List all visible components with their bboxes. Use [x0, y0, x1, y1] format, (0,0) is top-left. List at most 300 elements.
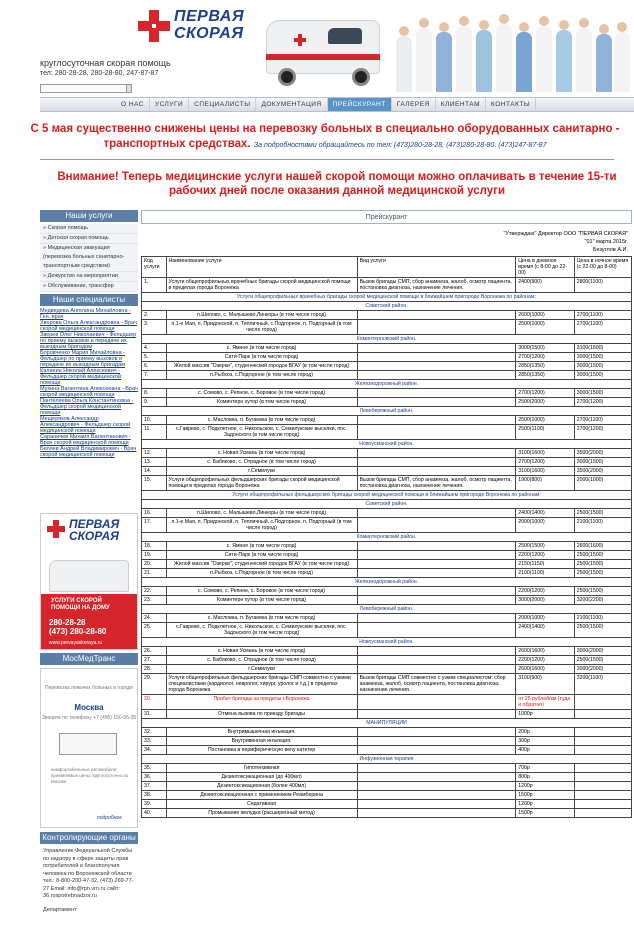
- service-name: с.Гаврево, с. Подклетное, с. Никольское, с. Семилукские выселки, пос. Задонского (в том числе город): [166, 425, 357, 440]
- section-row: [142, 293, 632, 302]
- price-night: 2700(1200): [574, 425, 631, 440]
- red-cross-icon: [138, 10, 170, 42]
- table-row: [142, 587, 632, 596]
- service-link[interactable]: [40, 234, 138, 244]
- section-title: Советский район.: [142, 500, 632, 509]
- control-department: Департамент: [43, 906, 77, 913]
- service-type: Вызов бригады СМП совместно с узким специалистом: сбор анамнеза, жалоб, осмотр пациента, постановка диагноза, назначение лечения.: [357, 674, 516, 695]
- price-day: 2000(1000): [516, 614, 575, 623]
- price-night: [574, 728, 631, 737]
- price-night: 2500(1500): [574, 587, 631, 596]
- table-row: [142, 746, 632, 755]
- price-night: 2500(1500): [574, 560, 631, 569]
- service-type: [357, 389, 516, 398]
- service-label: Обслуживание, трансфер: [47, 283, 114, 289]
- price-night: [574, 737, 631, 746]
- price-night: [574, 809, 631, 818]
- service-type: [357, 551, 516, 560]
- price-day: 1000р: [516, 710, 575, 719]
- service-code: 11.: [142, 425, 167, 440]
- control-text: Управление Федеральной Службы по надзору в сфере защиты прав потребителей и благополучия человека по Воронежской области тел.: 8-800-200-47-32, (473) 269-77-27 Email: info@rpn.vrn.ru сайт: 36.rospotrebnadzor.ru: [43, 848, 134, 899]
- service-type: [357, 746, 516, 755]
- specialist-link[interactable]: Медведева Ангелина Михайловна - Ген. врач: [40, 308, 131, 320]
- price-day: 800р: [516, 773, 575, 782]
- service-code: 15.: [142, 476, 167, 491]
- price-night: [574, 695, 631, 710]
- control-heading: Контролирующие органы: [40, 832, 138, 844]
- service-type: Вызов бригады СМП, сбор анамнеза, жалоб, осмотр пациента, постановка диагноза, назначение лечения.: [357, 278, 516, 293]
- price-day: 2600(1600): [516, 647, 575, 656]
- price-day: 700р: [516, 764, 575, 773]
- section-row: [142, 440, 632, 449]
- ad-logo-line1: ПЕРВАЯ: [69, 517, 120, 531]
- specialist-link[interactable]: Сараничев Михаил Валентинович - Врач скорой медицинской помощи: [40, 434, 131, 446]
- table-row: [142, 695, 632, 710]
- price-day: 2200(1200): [516, 551, 575, 560]
- service-code: 21.: [142, 569, 167, 578]
- specialist-link[interactable]: Пантелеева Ольга Константиновна - Фельдшер скорой медицинской помощи: [40, 398, 134, 416]
- specialist-link[interactable]: Беляев Андрей Владимирович - Врач скорой медицинской помощи: [40, 446, 137, 458]
- service-code: 16.: [142, 509, 167, 518]
- bullet-icon: »: [43, 245, 48, 251]
- price-night: [574, 746, 631, 755]
- section-row: [142, 335, 632, 344]
- service-code: 10.: [142, 416, 167, 425]
- service-label: Дежурство на мероприятии: [47, 273, 118, 279]
- section-title: Железнодорожный район.: [142, 380, 632, 389]
- service-code: 2.: [142, 311, 167, 320]
- service-type: [357, 320, 516, 335]
- service-name: с. Сомово, с. Репное, с. Боровое (в том числе город): [166, 389, 357, 398]
- price-day: 2400(1400): [516, 623, 575, 638]
- price-night: 2100(1100): [574, 518, 631, 533]
- service-code: 22.: [142, 587, 167, 596]
- price-night: 3000(1500): [574, 458, 631, 467]
- table-row: [142, 371, 632, 380]
- table-row: [142, 425, 632, 440]
- price-night: 2100(1100): [574, 614, 631, 623]
- approval-line: "Утверждаю" Директор ООО "ПЕРВАЯ СКОРАЯ": [503, 231, 628, 237]
- announcement-text: С 5 мая существенно снижены цены на перевозку больных в специально оборудованных санитарно - транспортных средствах.: [30, 123, 620, 150]
- table-row: [142, 320, 632, 335]
- service-name: Услуги общепрофильных фельдшерских бригады СМП совместно с узкими специалистами (кардиолог, невролог, хирург, уролог и т.д.) в пределах города Воронежа: [166, 674, 357, 695]
- nav-item[interactable]: СПЕЦИАЛИСТЫ: [189, 98, 256, 111]
- specialist-link[interactable]: Зверев Олег Николаевич - Фельдшер по приему вызовов и передаче их выездным бригадам: [40, 332, 137, 350]
- medtrans-van-image: [59, 733, 117, 755]
- service-name: г.Семилуки: [166, 665, 357, 674]
- service-code: 36.: [142, 773, 167, 782]
- service-code: 37.: [142, 782, 167, 791]
- service-code: 40.: [142, 809, 167, 818]
- service-name: с. Масловка, п. Бугаевка (в том числе город): [166, 416, 357, 425]
- service-label: Медицинская эвакуация (перевозка больных санитарно-транспортным средством): [43, 245, 125, 269]
- bullet-icon: »: [43, 283, 48, 289]
- service-type: [357, 560, 516, 569]
- service-code: 3.: [142, 320, 167, 335]
- service-label: Детская скорая помощь: [47, 235, 109, 241]
- price-day: 2400(900): [516, 278, 575, 293]
- nav-item[interactable]: КЛИЕНТАМ: [436, 98, 486, 111]
- service-code: 33.: [142, 737, 167, 746]
- table-row: [142, 311, 632, 320]
- medtrans-city: Москва: [74, 703, 104, 712]
- section-title: Левобережный район.: [142, 407, 632, 416]
- service-type: [357, 710, 516, 719]
- section-row: [142, 578, 632, 587]
- service-name: Дезинтоксикационная (до 400мл): [166, 773, 357, 782]
- service-code: 38.: [142, 791, 167, 800]
- service-name: Коминтерн хутор (в том числе город): [166, 398, 357, 407]
- nav-item[interactable]: ПРЕЙСКУРАНТ: [328, 98, 392, 111]
- price-day: 2500(1000): [516, 416, 575, 425]
- table-row: [142, 647, 632, 656]
- ambulance-ad-banner[interactable]: [40, 513, 138, 650]
- section-row: [142, 500, 632, 509]
- section-title: Левобережный район.: [142, 605, 632, 614]
- price-night: 3000(1500): [574, 362, 631, 371]
- price-night: 3000(1500): [574, 389, 631, 398]
- ad-logo-line2: СКОРАЯ: [69, 529, 119, 543]
- table-row: [142, 656, 632, 665]
- service-type: [357, 344, 516, 353]
- price-day: от 25 рублей/км (туда и обратно): [516, 695, 575, 710]
- service-name: с. Новая Усмань (в том числе город): [166, 449, 357, 458]
- service-name: Гипотензивная: [166, 764, 357, 773]
- table-row: [142, 476, 632, 491]
- table-row: [142, 560, 632, 569]
- ambulance-image: [258, 4, 390, 92]
- price-list-section: [141, 210, 632, 818]
- price-day: 2200(1200): [516, 587, 575, 596]
- price-day: 3000(1500): [516, 344, 575, 353]
- service-code: 26.: [142, 647, 167, 656]
- service-label: Скорая помощь: [47, 225, 88, 231]
- nav-item[interactable]: О НАС: [116, 98, 150, 111]
- site-logo[interactable]: [138, 8, 248, 44]
- table-row: [142, 737, 632, 746]
- specialist-link[interactable]: Мещеряков Александр Александрович - Фельдшер скорой медицинской помощи: [40, 416, 131, 434]
- price-day: 2700(1200): [516, 458, 575, 467]
- bullet-icon: »: [43, 225, 48, 231]
- section-title: Советский район.: [142, 302, 632, 311]
- logo-text-line2: СКОРАЯ: [174, 25, 244, 42]
- price-day: 2000(1000): [516, 518, 575, 533]
- price-night: [574, 782, 631, 791]
- service-type: [357, 656, 516, 665]
- section-row: [142, 533, 632, 542]
- service-code: 13.: [142, 458, 167, 467]
- service-type: [357, 425, 516, 440]
- payment-warning: Внимание! Теперь медицинские услуги нашей скорой помощи можно оплачивать в течение 15-ти рабочих дней после оказания данной медицинской услуги: [57, 171, 617, 197]
- price-night: 2500(1500): [574, 509, 631, 518]
- section-row: [142, 605, 632, 614]
- service-link[interactable]: [40, 272, 138, 282]
- price-day: 2200(1200): [516, 656, 575, 665]
- service-code: 18.: [142, 542, 167, 551]
- section-title: Услуги общепрофильных фельдшерских бригады скорой медицинской помощи в ближайшем пригороде Воронежа по районам:: [142, 491, 632, 500]
- price-night: 2000(1000): [574, 476, 631, 491]
- approval-line: "01" марта 2015г.: [584, 239, 628, 245]
- section-title: Коминтерновский район.: [142, 335, 632, 344]
- service-name: Жилой массив "Озерки", студенческий городок ВГАУ (в том числе город): [166, 560, 357, 569]
- service-name: Сити-Парк (в том числе город): [166, 353, 357, 362]
- price-day: 2600(1000): [516, 311, 575, 320]
- main-nav: [40, 97, 634, 112]
- service-code: 25.: [142, 623, 167, 638]
- service-name: п.Шилово, с. Малышево,Линкоры (в том числе город): [166, 311, 357, 320]
- price-night: 2700(1100): [574, 320, 631, 335]
- price-night: 3200(2200): [574, 596, 631, 605]
- column-header: Код услуги: [142, 257, 167, 278]
- price-night: [574, 800, 631, 809]
- service-type: [357, 458, 516, 467]
- section-title: Новоусманский район.: [142, 440, 632, 449]
- price-night: 3500(2000): [574, 449, 631, 458]
- service-link[interactable]: [40, 244, 138, 272]
- table-row: [142, 809, 632, 818]
- price-day: 2850(1350): [516, 362, 575, 371]
- services-list: [40, 224, 138, 292]
- price-night: [574, 773, 631, 782]
- bullet-icon: »: [43, 235, 48, 241]
- service-code: 9.: [142, 398, 167, 407]
- price-day: 400р: [516, 746, 575, 755]
- section-row: [142, 407, 632, 416]
- ad-url: www.pervayaskoraya.ru: [49, 640, 103, 646]
- specialist-link[interactable]: Калинин Николай Алексеевич - Фельдшер скорой медицинской помощи: [40, 368, 122, 386]
- price-night: 2700(1100): [574, 416, 631, 425]
- section-title: Железнодорожный район.: [142, 578, 632, 587]
- service-code: 34.: [142, 746, 167, 755]
- price-day: 2700(1200): [516, 389, 575, 398]
- section-row: [142, 755, 632, 764]
- price-table: [141, 256, 632, 818]
- service-type: [357, 416, 516, 425]
- site-header: [0, 0, 634, 96]
- medtrans-more-link[interactable]: подробнее: [97, 815, 122, 821]
- service-type: [357, 398, 516, 407]
- table-row: [142, 569, 632, 578]
- service-code: 7.: [142, 371, 167, 380]
- service-type: [357, 809, 516, 818]
- table-row: [142, 614, 632, 623]
- table-row: [142, 416, 632, 425]
- services-heading: Наши услуги: [40, 210, 138, 222]
- section-title: Новоусманский район.: [142, 638, 632, 647]
- price-night: 2800(1100): [574, 278, 631, 293]
- table-row: [142, 791, 632, 800]
- price-day: 2100(1100): [516, 569, 575, 578]
- service-type: Вызов бригады СМП, сбор анамнеза, жалоб, осмотр пациента, постановка диагноза, назначение лечения.: [357, 476, 516, 491]
- service-code: 14.: [142, 467, 167, 476]
- service-type: [357, 518, 516, 533]
- table-row: [142, 782, 632, 791]
- service-name: с. Масловка, п. Бугаевка (в том числе город): [166, 614, 357, 623]
- table-row: [142, 449, 632, 458]
- service-name: Дезинтоксикационная (более 400мл): [166, 782, 357, 791]
- search-button[interactable]: [126, 84, 132, 93]
- service-name: Услуги общепрофильных фельдшерских бригады скорой медицинской помощи в пределах города Воронежа: [166, 476, 357, 491]
- table-row: [142, 623, 632, 638]
- price-day: 200р: [516, 728, 575, 737]
- service-type: [357, 623, 516, 638]
- price-night: 2500(1500): [574, 551, 631, 560]
- price-day: 2850(1350): [516, 371, 575, 380]
- price-day: 2500(1000): [516, 320, 575, 335]
- specialist-link[interactable]: Мухина Валентина Алексеевна - Врач скорой медицинской помощи: [40, 386, 138, 398]
- service-name: Внутримышечная инъекция.: [166, 728, 357, 737]
- price-night: 2600(1600): [574, 542, 631, 551]
- price-night: 3000(2000): [574, 665, 631, 674]
- service-name: Услуги общепрофильных врачебных бригады скорой медицинской помощи в пределах города Воронежа: [166, 278, 357, 293]
- service-link[interactable]: [40, 282, 138, 292]
- price-day: 3100(1600): [516, 449, 575, 458]
- service-code: 31.: [142, 710, 167, 719]
- section-row: [142, 638, 632, 647]
- price-day: 300р: [516, 737, 575, 746]
- nav-item[interactable]: КОНТАКТЫ: [486, 98, 536, 111]
- bullet-icon: »: [43, 273, 48, 279]
- table-row: [142, 467, 632, 476]
- price-night: 3000(2000): [574, 647, 631, 656]
- price-night: 3000(1500): [574, 353, 631, 362]
- service-type: [357, 353, 516, 362]
- price-day: 2500(2000): [516, 398, 575, 407]
- section-title: Коминтерновский район.: [142, 533, 632, 542]
- service-code: 32.: [142, 728, 167, 737]
- table-row: [142, 764, 632, 773]
- nav-item[interactable]: ДОКУМЕНТАЦИЯ: [256, 98, 327, 111]
- service-type: [357, 791, 516, 800]
- table-row: [142, 773, 632, 782]
- specialist-link[interactable]: Боровченко Мария Михайловна - Фельдшер по приему вызовов и передаче их выездным бригадам: [40, 350, 125, 368]
- price-day: 1500р: [516, 791, 575, 800]
- service-code: 5.: [142, 353, 167, 362]
- price-announcement: [30, 122, 620, 153]
- service-type: [357, 596, 516, 605]
- header-phones: тел: 280-28-28, 280-28-80, 247-87-87: [40, 70, 159, 77]
- service-code: 17.: [142, 518, 167, 533]
- service-name: с. Бабяково, с. Отрадное (в том числе город): [166, 656, 357, 665]
- service-type: [357, 728, 516, 737]
- table-row: [142, 278, 632, 293]
- service-name: Внутривенная инъекция.: [166, 737, 357, 746]
- service-name: Промывание желудка (расширенный метод): [166, 809, 357, 818]
- service-code: 20.: [142, 560, 167, 569]
- service-code: 27.: [142, 656, 167, 665]
- price-night: 3500(2000): [574, 467, 631, 476]
- table-row: [142, 362, 632, 371]
- price-day: 2700(1200): [516, 353, 575, 362]
- price-night: 2700(1200): [574, 398, 631, 407]
- service-link[interactable]: [40, 224, 138, 234]
- table-row: [142, 800, 632, 809]
- service-type: [357, 467, 516, 476]
- price-day: 2500(1500): [516, 542, 575, 551]
- price-day: 1200р: [516, 782, 575, 791]
- service-code: 30.: [142, 695, 167, 710]
- service-type: [357, 587, 516, 596]
- service-name: Отмена вызова по приезду бригады: [166, 710, 357, 719]
- table-row: [142, 344, 632, 353]
- medtrans-subtitle: Перевозка лежачих больных в городе: [45, 685, 133, 691]
- service-name: п.Рыбхоз, с.Подгорное (в том числе город): [166, 569, 357, 578]
- section-title: Инфузионная терапия: [142, 755, 632, 764]
- service-name: Сити-Парк (в том числе город): [166, 551, 357, 560]
- service-type: [357, 695, 516, 710]
- price-day: 2500(1100): [516, 425, 575, 440]
- service-name: Пробег бригады за пределы г.Воронежа: [166, 695, 357, 710]
- table-row: [142, 518, 632, 533]
- service-name: с. Новая Усмань (в том числе город): [166, 647, 357, 656]
- service-name: Постановка в периферическую вену катетер: [166, 746, 357, 755]
- medtrans-phone: Звоните по телефону +7 (495) 150-55-35: [41, 715, 137, 721]
- service-name: с. Ямное (в том числе город): [166, 344, 357, 353]
- medtrans-heading: МосМедТранс: [40, 653, 138, 665]
- price-night: 3200(1100): [574, 674, 631, 695]
- service-name: п.Рыбхоз, с.Подгорное (в том числе город): [166, 371, 357, 380]
- table-row: [142, 665, 632, 674]
- nav-item[interactable]: УСЛУГИ: [150, 98, 189, 111]
- service-code: 29.: [142, 674, 167, 695]
- price-day: 2600(1600): [516, 665, 575, 674]
- service-type: [357, 800, 516, 809]
- price-night: 2500(1500): [574, 569, 631, 578]
- medtrans-banner[interactable]: [40, 668, 138, 828]
- price-day: 1500р: [516, 809, 575, 818]
- ambulance-van-image: [49, 560, 129, 592]
- price-day: 3100(900): [516, 674, 575, 695]
- service-type: [357, 647, 516, 656]
- logo-text-line1: ПЕРВАЯ: [174, 8, 245, 25]
- service-name: п.Шилово, с. Малышево,Линкоры (в том числе город): [166, 509, 357, 518]
- service-name: с. Сомово, с. Репное, с. Боровое (в том числе город): [166, 587, 357, 596]
- service-type: [357, 614, 516, 623]
- section-row: [142, 380, 632, 389]
- service-type: [357, 509, 516, 518]
- specialists-list: [40, 308, 138, 511]
- ad-logo: [69, 518, 119, 542]
- ad-phone-1: 280-28-28: [49, 618, 86, 627]
- service-type: [357, 665, 516, 674]
- price-night: [574, 710, 631, 719]
- table-row: [142, 458, 632, 467]
- nav-item[interactable]: ГАЛЕРЕЯ: [392, 98, 436, 111]
- announcement-note: За подробностями обращайтесь по тел: (473)280-28-28, (473)280-28-80, (473)247-87-87: [253, 142, 547, 149]
- service-name: Жилой массив "Озерки", студенческий городок ВГАУ (в том числе город): [166, 362, 357, 371]
- column-header: Наименование услуги: [166, 257, 357, 278]
- service-code: 1.: [142, 278, 167, 293]
- service-type: [357, 782, 516, 791]
- red-cross-icon: [47, 520, 65, 538]
- section-row: [142, 302, 632, 311]
- medical-staff-image: [392, 4, 630, 92]
- price-day: 1900(800): [516, 476, 575, 491]
- price-night: 2500(1500): [574, 623, 631, 638]
- service-code: 19.: [142, 551, 167, 560]
- medtrans-features: комфортабельные автомобили; приемлемые цены; круглосуточно по Москве: [51, 767, 129, 784]
- table-row: [142, 728, 632, 737]
- column-header: Цена в дневное время (с 8-00 до 22-00): [516, 257, 575, 278]
- search-input[interactable]: [40, 84, 128, 93]
- service-type: [357, 362, 516, 371]
- service-name: г.Семилуки: [166, 467, 357, 476]
- service-name: с.Гаврево, с. Подклетное, с. Никольское, с. Семилукские выселки, пос. Задонского (в том числе город): [166, 623, 357, 638]
- service-type: [357, 737, 516, 746]
- price-night: 2500(1500): [574, 656, 631, 665]
- service-name: п.1-е Мая, п. Придонской, п. Тепличный, с.Подгорное, п. Подгорный (в том числе город): [166, 320, 357, 335]
- specialist-link[interactable]: Хворова Ольга Александровна - Врач скорой медицинской помощи: [40, 320, 137, 332]
